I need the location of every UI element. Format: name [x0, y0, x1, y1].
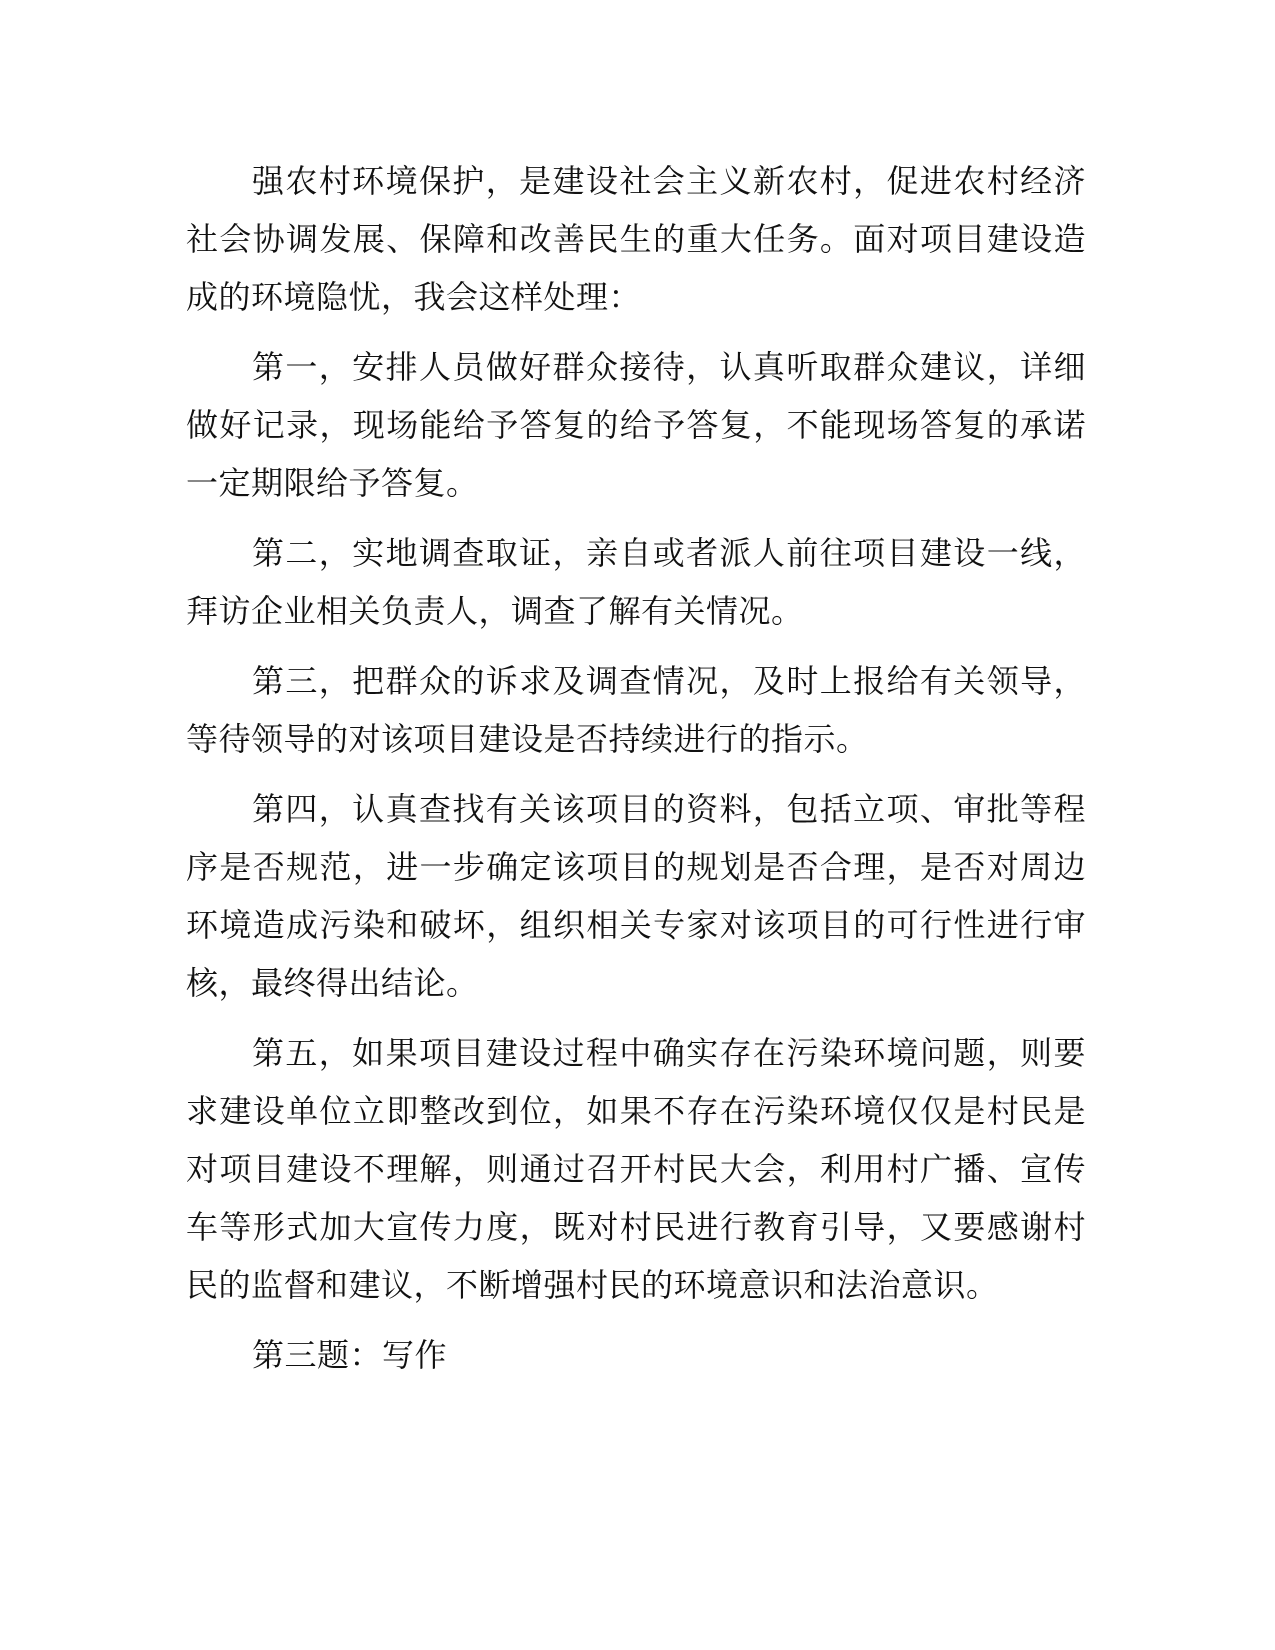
paragraph-point-2: 第二，实地调查取证，亲自或者派人前往项目建设一线，拜访企业相关负责人，调查了解有关情况。: [186, 534, 1086, 630]
paragraph-point-4: 第四，认真查找有关该项目的资料，包括立项、审批等程序是否规范，进一步确定该项目的规划是否合理，是否对周边环境造成污染和破坏，组织相关专家对该项目的可行性进行审核，最终得出结论。: [186, 790, 1086, 1002]
paragraph-point-3: 第三，把群众的诉求及调查情况，及时上报给有关领导，等待领导的对该项目建设是否持续进行的指示。: [186, 662, 1086, 758]
paragraph-intro: 强农村环境保护，是建设社会主义新农村，促进农村经济社会协调发展、保障和改善民生的重大任务。面对项目建设造成的环境隐忧，我会这样处理：: [186, 162, 1086, 316]
paragraph-point-1: 第一，安排人员做好群众接待，认真听取群众建议，详细做好记录，现场能给予答复的给予答复，不能现场答复的承诺一定期限给予答复。: [186, 348, 1086, 502]
paragraph-point-5: 第五，如果项目建设过程中确实存在污染环境问题，则要求建设单位立即整改到位，如果不存在污染环境仅仅是村民是对项目建设不理解，则通过召开村民大会，利用村广播、宣传车等形式加大宣传力度，既对村民进行教育引导，又要感谢村民的监督和建议，不断增强村民的环境意识和法治意识。: [186, 1034, 1086, 1304]
section-heading: 第三题：写作: [252, 1336, 448, 1374]
document-page: [186, 152, 1086, 1396]
